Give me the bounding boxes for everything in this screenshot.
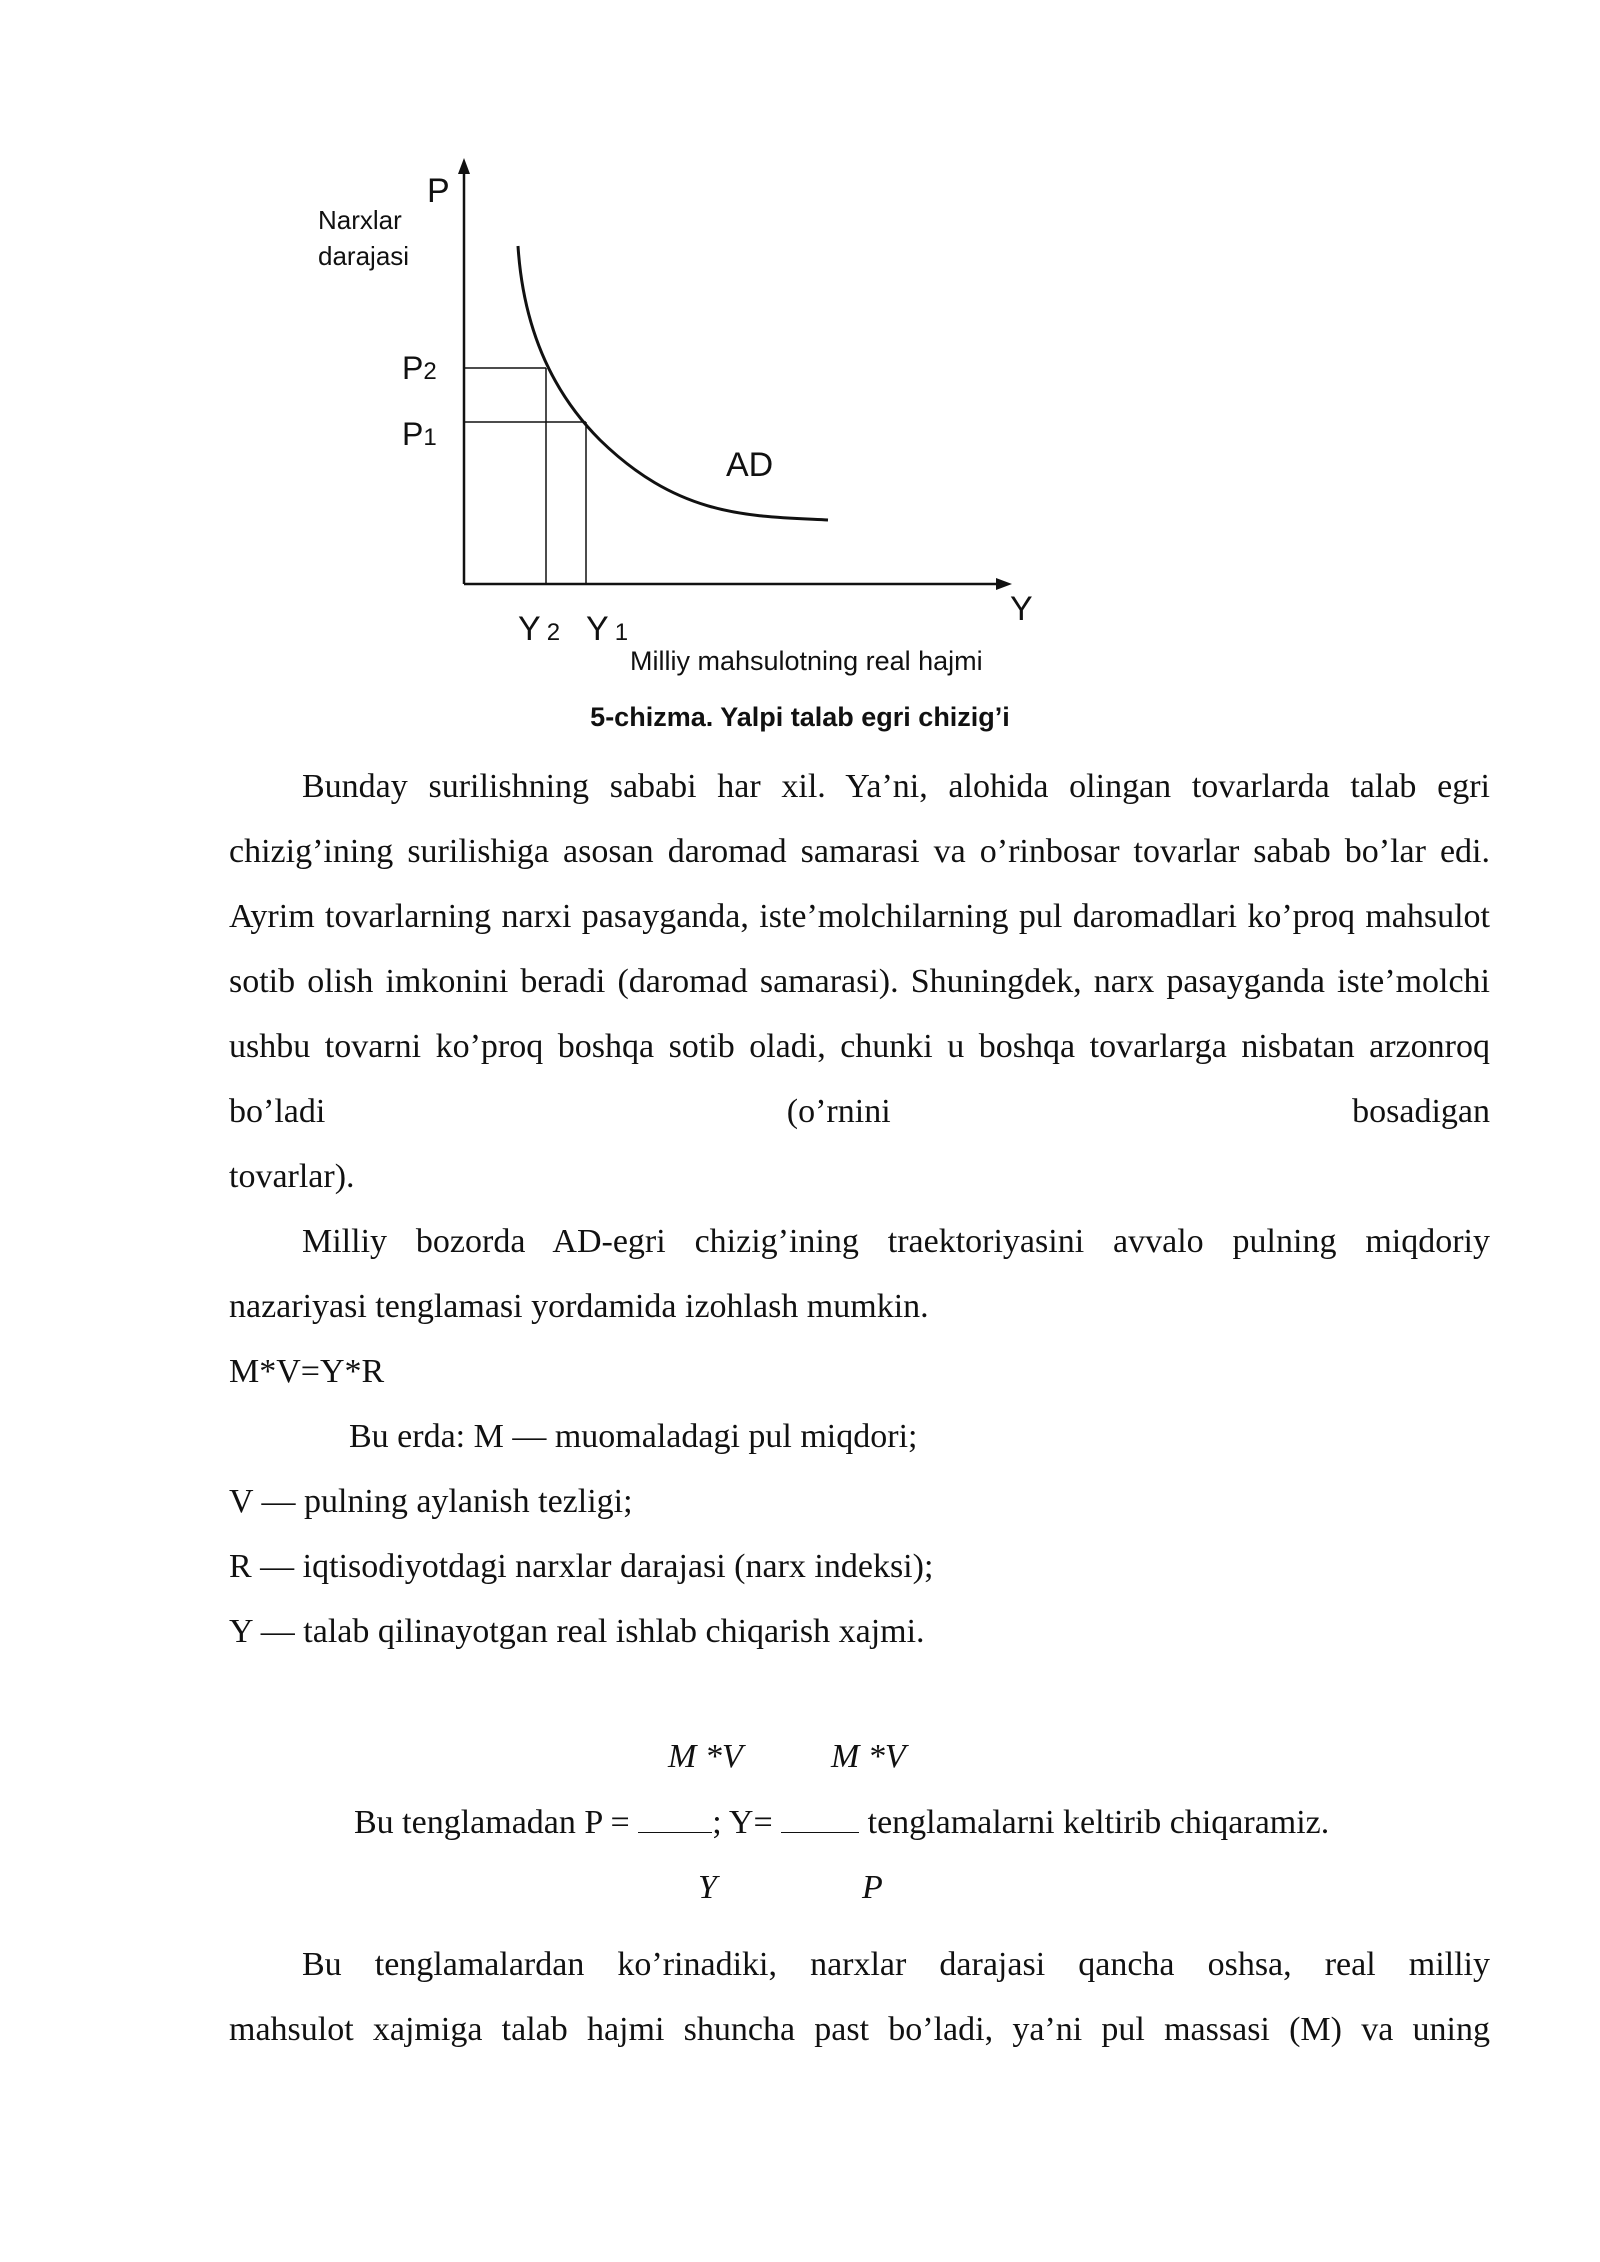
equation: M*V=Y*R: [229, 1353, 385, 1390]
body-text-top: [229, 754, 1490, 1664]
p1-label-letter: P: [402, 416, 424, 452]
paragraph-1-last-line: tovarlar).: [229, 1158, 355, 1195]
y-axis-title-line2: darajasi: [318, 241, 410, 271]
fraction-1-denominator: Y: [698, 1869, 717, 1906]
formula-line: [354, 1804, 1329, 1842]
fraction-2-bar: [781, 1804, 859, 1833]
y2-label-letter: Y: [518, 610, 541, 648]
y1-label-sub: 1: [614, 619, 629, 646]
fraction-1-bar: [638, 1804, 712, 1833]
paragraph-2: Milliy bozorda AD-egri chizig’ining traektoriyasini avvalo pulning miqdoriy: [302, 1223, 1490, 1260]
paragraph-1: Bunday surilishning sababi har xil. Ya’ni, alohida olingan tovarlarda talab egri chizig’ining surilishiga asosan daromad samarasi va o’rinbosar tovarlar sabab bo’lar edi. Ayrim tovarlarning narxi pasayganda, iste’molchilarning pul daromadlari ko’proq mahsulot sotib olish imkonini beradi (daromad samarasi). Shuningdek, narx pasayganda iste’molchi ushbu tovarni ko’proq boshqa sotib oladi, chunki u boshqa tovarlarga nisbatan arzonroq bo’ladi (o’rnini bosadigan: [229, 768, 1490, 1130]
p2-label-sub: 2: [423, 358, 437, 385]
x-axis-title: Milliy mahsulotning real hajmi: [630, 646, 983, 676]
y1-label: [586, 610, 628, 649]
y2-label-sub: 2: [546, 619, 561, 646]
fraction-2-numerator: M *V: [831, 1738, 906, 1775]
ad-curve-label: AD: [726, 446, 774, 484]
definition-m: Bu erda: M — muomaladagi pul miqdori;: [349, 1418, 918, 1455]
x-axis-symbol: Y: [1010, 590, 1033, 628]
formula-prefix: Bu tenglamadan P =: [354, 1804, 639, 1841]
body-text-bottom: [229, 1932, 1490, 2062]
paragraph-3-last-line: mahsulot xajmiga talab hajmi shuncha past bo’ladi, ya’ni pul massasi (M) va uning: [229, 2011, 1490, 2048]
y-axis-symbol: P: [427, 172, 450, 210]
paragraph-3: Bu tenglamalardan ko’rinadiki, narxlar darajasi qancha oshsa, real milliy: [302, 1946, 1490, 1983]
x-axis-arrow: [996, 578, 1012, 590]
p1-label: [402, 416, 437, 453]
fraction-1-numerator: M *V: [668, 1738, 743, 1775]
p2-label: [402, 350, 437, 387]
y-axis-title-line1: Narxlar: [318, 205, 402, 235]
ad-curve: [518, 246, 828, 520]
y-axis-title: [318, 202, 409, 274]
paragraph-2-last-line: nazariyasi tenglamasi yordamida izohlash mumkin.: [229, 1288, 929, 1325]
fraction-2-denominator: P: [862, 1869, 883, 1906]
ad-curve-figure: [300, 150, 1060, 750]
definition-r: R — iqtisodiyotdagi narxlar darajasi (narx indeksi);: [229, 1548, 934, 1585]
y2-label: [518, 610, 560, 649]
formula-mid: ; Y=: [712, 1804, 782, 1841]
p1-label-sub: 1: [423, 424, 437, 451]
y1-label-letter: Y: [586, 610, 609, 648]
figure-caption: 5-chizma. Yalpi talab egri chizig’i: [590, 702, 1010, 732]
formula-suffix: tenglamalarni keltirib chiqaramiz.: [859, 1804, 1330, 1841]
definition-y: Y — talab qilinayotgan real ishlab chiqarish xajmi.: [229, 1613, 925, 1650]
y-axis-arrow: [458, 158, 470, 174]
definition-v: V — pulning aylanish tezligi;: [229, 1483, 633, 1520]
p2-label-letter: P: [402, 350, 424, 386]
